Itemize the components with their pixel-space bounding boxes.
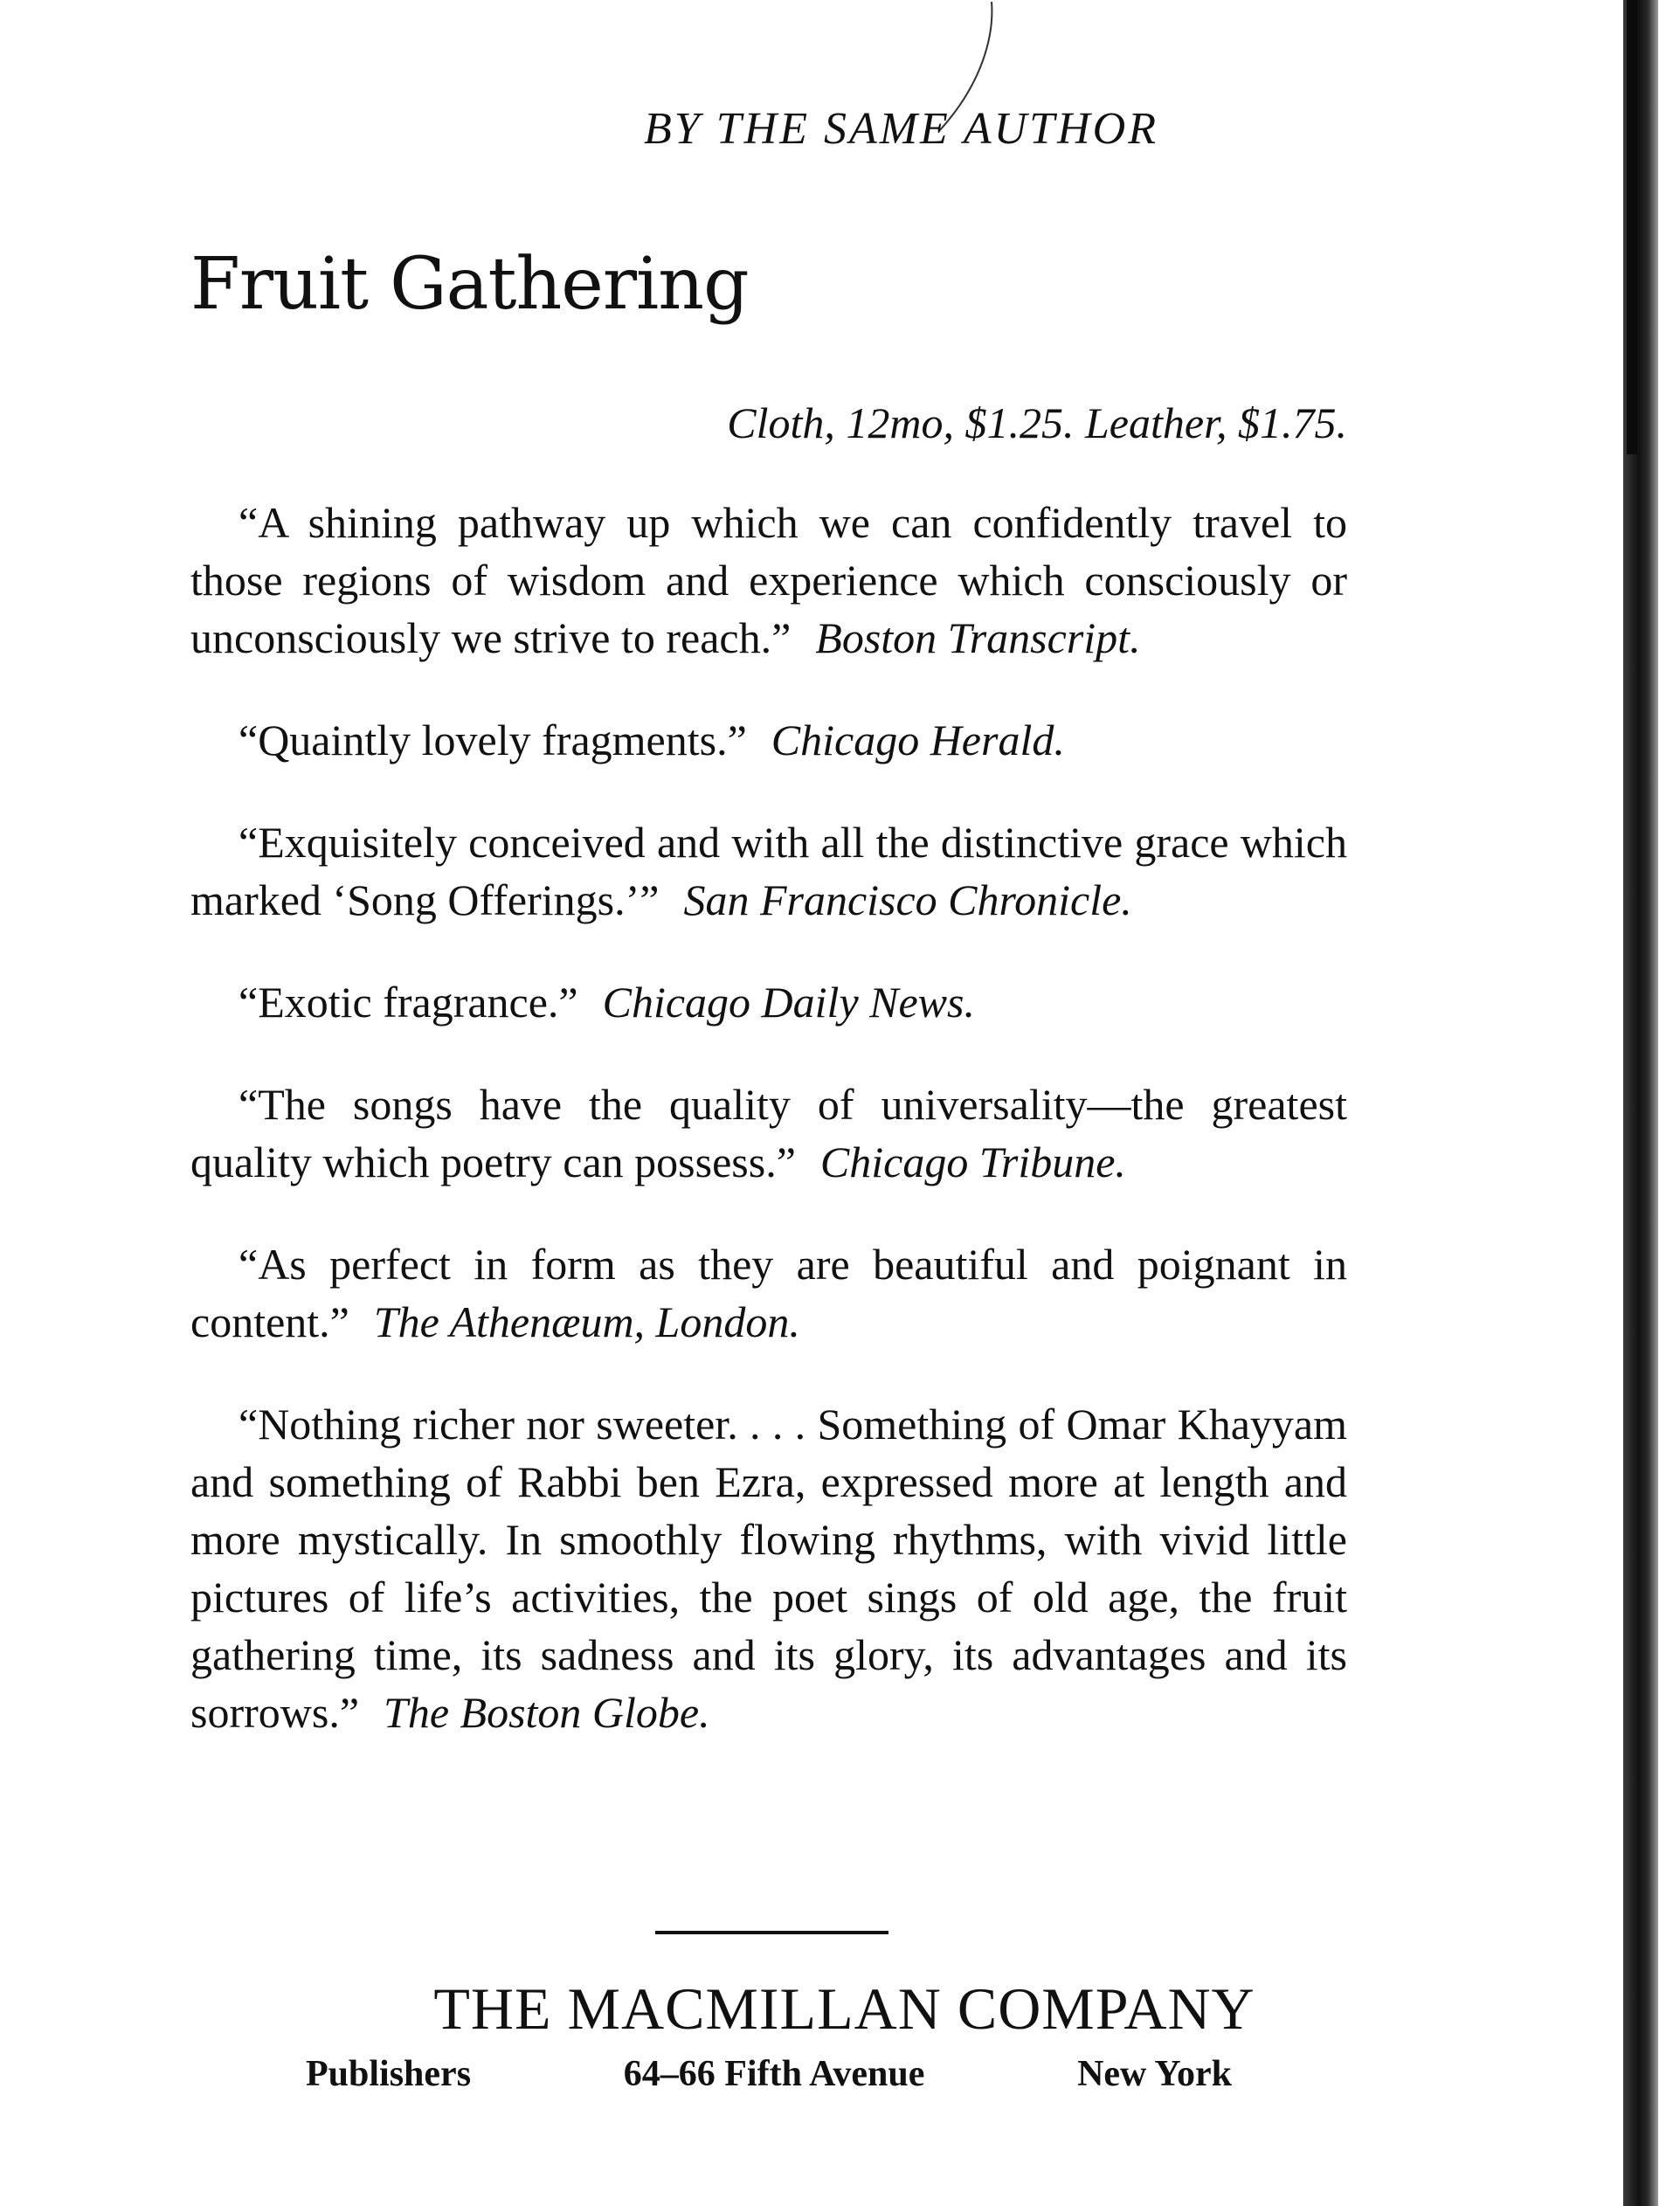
- divider-rule: [655, 1931, 888, 1934]
- review-item: [190, 494, 1347, 667]
- review-quote: “The songs have the quality of universality—the greatest quality which poetry can possess.”: [190, 1080, 1347, 1186]
- review-source: San Francisco Chronicle.: [683, 875, 1132, 924]
- publisher-address: 64–66 Fifth Avenue: [623, 2054, 925, 2094]
- review-source: Chicago Tribune.: [819, 1138, 1126, 1186]
- review-quote: “Exotic fragrance.”: [239, 978, 578, 1027]
- publisher-city: New York: [1077, 2054, 1232, 2094]
- review-item: [190, 973, 1347, 1031]
- publisher-footer: [306, 2053, 1232, 2095]
- publisher-name: THE MACMILLAN COMPANY: [433, 1975, 1255, 2042]
- review-item: [190, 1395, 1347, 1741]
- review-source: The Boston Globe.: [384, 1688, 710, 1737]
- review-source: Boston Transcript.: [815, 613, 1141, 662]
- price-line: Cloth, 12mo, $1.25. Leather, $1.75.: [727, 398, 1347, 447]
- scanned-page-edge-dark: [1627, 0, 1637, 454]
- review-quote: “Quaintly lovely fragments.”: [239, 716, 747, 764]
- review-quote: “A shining pathway up which we can confidently travel to those regions of wisdom and experience which consciously or unconsciously we strive to reach.”: [190, 498, 1347, 662]
- review-item: [190, 813, 1347, 929]
- review-quote: “As perfect in form as they are beautiful and poignant in content.”: [190, 1240, 1347, 1346]
- review-list: [190, 494, 1347, 1786]
- section-header: BY THE SAME AUTHOR: [644, 104, 1158, 154]
- publisher-role: Publishers: [306, 2054, 472, 2094]
- review-item: [190, 1235, 1347, 1351]
- review-item: [190, 711, 1347, 769]
- review-source: The Athenæum, London.: [373, 1297, 800, 1346]
- review-quote: “Nothing richer nor sweeter. . . . Something of Omar Khayyam and something of Rabbi ben Ezra, expressed more at length and more mystically. In smoothly flowing rhythms, with vivid little pictures of life’s activities, the poet sings of old age, the fruit gathering time, its sadness and its glory, its advantages and its sorrows.”: [190, 1400, 1347, 1737]
- review-item: [190, 1075, 1347, 1191]
- review-source: Chicago Herald.: [771, 716, 1065, 764]
- book-title: Fruit Gathering: [190, 243, 749, 326]
- review-quote: “Exquisitely conceived and with all the distinctive grace which marked ‘Song Offerings.’”: [190, 818, 1347, 924]
- review-source: Chicago Daily News.: [602, 978, 975, 1027]
